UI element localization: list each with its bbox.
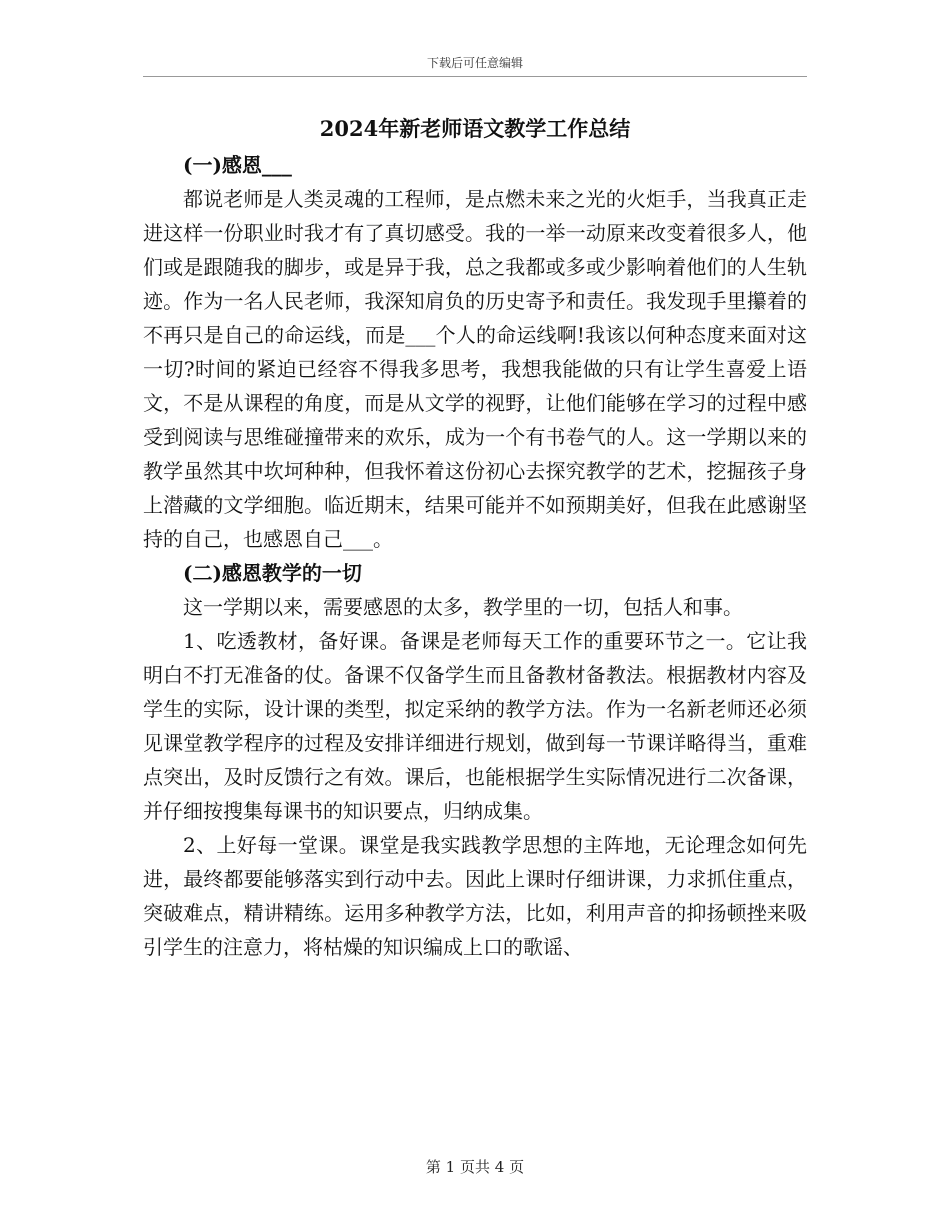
body-paragraph: 1、吃透教材，备好课。备课是老师每天工作的重要环节之一。它让我明白不打无准备的仗。备课不仅备学生而且备教材备教法。根据教材内容及学生的实际，设计课的类型，拟定采纳的教学方法。作为一名新老师还必须见课堂教学程序的过程及安排详细进行规划，做到每一节课详略得当，重难点突出，及时反馈行之有效。课后，也能根据学生实际情况进行二次备课，并仔细按搜集每课书的知识要点，归纳成集。 (143, 629, 807, 823)
section-heading: (一)感恩___ (183, 153, 292, 177)
body-paragraph: 这一学期以来，需要感恩的太多，教学里的一切，包括人和事。 (183, 595, 743, 619)
section-heading: (二)感恩教学的一切 (183, 561, 362, 585)
body-paragraph: 都说老师是人类灵魂的工程师，是点燃未来之光的火炬手，当我真正走进这样一份职业时我才有了真切感受。我的一举一动原来改变着很多人，他们或是跟随我的脚步，或是异于我，总之我都或多或少影响着他们的人生轨迹。作为一名人民老师，我深知肩负的历史寄予和责任。我发现手里攥着的不再只是自己的命运线，而是___个人的命运线啊!我该以何种态度来面对这一切?时间的紧迫已经容不得我多思考，我想我能做的只有让学生喜爱上语文，不是从课程的角度，而是从文学的视野，让他们能够在学习的过程中感受到阅读与思维碰撞带来的欢乐，成为一个有书卷气的人。这一学期以来的教学虽然其中坎坷种种，但我怀着这份初心去探究教学的艺术，挖掘孩子身上潜藏的文学细胞。临近期末，结果可能并不如预期美好，但我在此感谢坚持的自己，也感恩自己___。 (143, 187, 807, 551)
document-title: 2024年新老师语文教学工作总结 (319, 116, 631, 141)
body-paragraph: 2、上好每一堂课。课堂是我实践教学思想的主阵地，无论理念如何先进，最终都要能够落实到行动中去。因此上课时仔细讲课，力求抓住重点，突破难点，精讲精练。运用多种教学方法，比如，利用声音的抑扬顿挫来吸引学生的注意力，将枯燥的知识编成上口的歌谣、 (143, 833, 807, 959)
page-footer: 第 1 页共 4 页 (425, 1158, 525, 1176)
page-header: 下载后可任意编辑 (426, 56, 523, 70)
header-divider (143, 76, 807, 77)
document-body (143, 148, 807, 964)
